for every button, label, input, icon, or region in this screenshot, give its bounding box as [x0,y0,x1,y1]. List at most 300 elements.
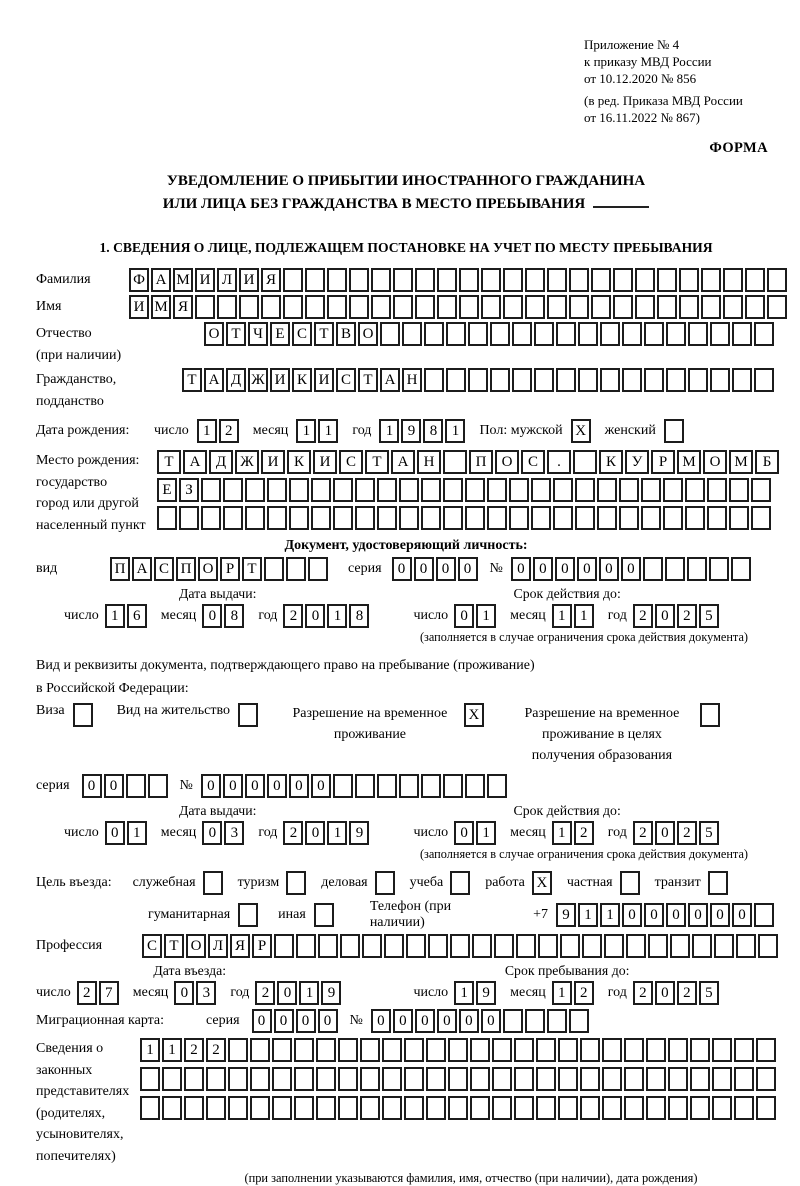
char-cell[interactable] [415,295,435,319]
char-cell[interactable]: С [336,368,356,392]
char-cell[interactable] [140,1067,160,1091]
char-cell[interactable] [424,368,444,392]
char-cell[interactable]: Л [217,268,237,292]
char-cell[interactable]: 1 [296,419,316,443]
char-cell[interactable] [547,295,567,319]
char-cell[interactable] [751,506,771,530]
char-cell[interactable] [289,478,309,502]
char-cell[interactable] [701,295,721,319]
char-cell[interactable]: 8 [349,604,369,628]
char-cell[interactable]: 1 [552,981,572,1005]
char-cell[interactable]: О [198,557,218,581]
char-cell[interactable] [578,368,598,392]
char-cell[interactable]: 0 [277,981,297,1005]
char-cell[interactable]: 0 [393,1009,413,1033]
char-cell[interactable] [729,478,749,502]
char-cell[interactable] [487,774,507,798]
char-cell[interactable]: 1 [127,821,147,845]
char-cell[interactable] [377,774,397,798]
char-cell[interactable] [560,934,580,958]
char-cell[interactable]: 2 [677,981,697,1005]
char-cell[interactable] [443,478,463,502]
char-cell[interactable] [286,557,306,581]
char-cell[interactable] [272,1038,292,1062]
char-cell[interactable]: Ч [248,322,268,346]
char-cell[interactable] [591,268,611,292]
char-cell[interactable] [465,506,485,530]
char-cell[interactable] [602,1067,622,1091]
char-cell[interactable] [223,506,243,530]
char-cell[interactable] [333,774,353,798]
char-cell[interactable] [679,268,699,292]
char-cell[interactable] [201,478,221,502]
char-cell[interactable]: 1 [327,821,347,845]
char-cell[interactable]: 5 [699,821,719,845]
char-cell[interactable] [492,1096,512,1120]
char-cell[interactable] [305,268,325,292]
char-cell[interactable]: Р [252,934,272,958]
char-cell[interactable] [157,506,177,530]
char-cell[interactable] [688,322,708,346]
char-cell[interactable] [619,478,639,502]
char-cell[interactable] [648,934,668,958]
char-cell[interactable] [613,295,633,319]
official-checkbox[interactable] [203,871,223,895]
char-cell[interactable] [604,934,624,958]
char-cell[interactable] [709,557,729,581]
char-cell[interactable] [729,506,749,530]
char-cell[interactable] [525,295,545,319]
char-cell[interactable] [250,1096,270,1120]
char-cell[interactable]: 0 [201,774,221,798]
char-cell[interactable]: С [521,450,545,474]
char-cell[interactable]: Л [208,934,228,958]
char-cell[interactable]: С [292,322,312,346]
char-cell[interactable] [470,1038,490,1062]
temporary-residence-checkbox[interactable]: X [464,703,484,727]
char-cell[interactable] [377,478,397,502]
char-cell[interactable] [360,1096,380,1120]
char-cell[interactable] [443,774,463,798]
char-cell[interactable] [421,774,441,798]
char-cell[interactable]: П [110,557,130,581]
char-cell[interactable]: И [195,268,215,292]
char-cell[interactable]: 2 [633,821,653,845]
char-cell[interactable]: 0 [454,604,474,628]
char-cell[interactable] [349,268,369,292]
char-cell[interactable]: 0 [174,981,194,1005]
char-cell[interactable]: 1 [454,981,474,1005]
char-cell[interactable] [503,1009,523,1033]
char-cell[interactable]: 0 [267,774,287,798]
char-cell[interactable] [415,268,435,292]
char-cell[interactable]: Ж [248,368,268,392]
char-cell[interactable]: 1 [379,419,399,443]
char-cell[interactable] [250,1067,270,1091]
char-cell[interactable]: Т [226,322,246,346]
char-cell[interactable] [685,506,705,530]
char-cell[interactable] [668,1067,688,1091]
char-cell[interactable] [569,295,589,319]
char-cell[interactable]: 0 [599,557,619,581]
char-cell[interactable]: К [292,368,312,392]
char-cell[interactable] [338,1096,358,1120]
char-cell[interactable] [714,934,734,958]
char-cell[interactable]: 1 [445,419,465,443]
char-cell[interactable] [516,934,536,958]
char-cell[interactable] [536,1038,556,1062]
char-cell[interactable] [690,1067,710,1091]
char-cell[interactable] [734,1096,754,1120]
char-cell[interactable] [195,295,215,319]
char-cell[interactable] [371,268,391,292]
char-cell[interactable] [509,506,529,530]
char-cell[interactable] [382,1038,402,1062]
char-cell[interactable] [619,506,639,530]
char-cell[interactable] [468,368,488,392]
char-cell[interactable]: 9 [476,981,496,1005]
char-cell[interactable] [597,506,617,530]
char-cell[interactable]: 0 [311,774,331,798]
char-cell[interactable] [756,1067,776,1091]
char-cell[interactable]: И [261,450,285,474]
char-cell[interactable] [250,1038,270,1062]
char-cell[interactable]: С [339,450,363,474]
char-cell[interactable] [575,478,595,502]
char-cell[interactable] [470,1067,490,1091]
char-cell[interactable] [239,295,259,319]
char-cell[interactable] [380,322,400,346]
char-cell[interactable]: К [599,450,623,474]
char-cell[interactable] [525,268,545,292]
char-cell[interactable]: Д [209,450,233,474]
char-cell[interactable]: Н [417,450,441,474]
char-cell[interactable] [745,268,765,292]
char-cell[interactable]: М [729,450,753,474]
char-cell[interactable] [179,506,199,530]
char-cell[interactable]: Р [220,557,240,581]
char-cell[interactable]: 0 [436,557,456,581]
char-cell[interactable] [751,478,771,502]
char-cell[interactable] [602,1096,622,1120]
char-cell[interactable]: 9 [401,419,421,443]
char-cell[interactable]: А [380,368,400,392]
char-cell[interactable]: Т [314,322,334,346]
char-cell[interactable] [421,478,441,502]
char-cell[interactable]: 0 [252,1009,272,1033]
char-cell[interactable]: А [391,450,415,474]
char-cell[interactable] [459,268,479,292]
char-cell[interactable] [531,478,551,502]
char-cell[interactable]: 1 [476,604,496,628]
char-cell[interactable]: Т [365,450,389,474]
char-cell[interactable]: И [314,368,334,392]
char-cell[interactable] [536,1067,556,1091]
char-cell[interactable] [316,1038,336,1062]
char-cell[interactable] [294,1096,314,1120]
char-cell[interactable] [688,368,708,392]
char-cell[interactable]: 1 [476,821,496,845]
char-cell[interactable] [446,368,466,392]
char-cell[interactable]: 5 [699,604,719,628]
char-cell[interactable] [512,368,532,392]
char-cell[interactable] [657,295,677,319]
char-cell[interactable] [404,1096,424,1120]
char-cell[interactable] [679,295,699,319]
char-cell[interactable] [580,1096,600,1120]
char-cell[interactable]: 0 [655,604,675,628]
char-cell[interactable] [481,295,501,319]
char-cell[interactable] [338,1038,358,1062]
char-cell[interactable]: 9 [321,981,341,1005]
char-cell[interactable] [294,1038,314,1062]
char-cell[interactable]: 0 [305,604,325,628]
char-cell[interactable] [426,1038,446,1062]
char-cell[interactable] [487,478,507,502]
char-cell[interactable] [657,268,677,292]
char-cell[interactable]: 0 [655,981,675,1005]
char-cell[interactable] [140,1096,160,1120]
visa-checkbox[interactable] [73,703,93,727]
char-cell[interactable] [536,1096,556,1120]
char-cell[interactable] [283,295,303,319]
char-cell[interactable] [582,934,602,958]
char-cell[interactable] [723,295,743,319]
char-cell[interactable]: 6 [127,604,147,628]
char-cell[interactable] [316,1067,336,1091]
char-cell[interactable]: Т [182,368,202,392]
char-cell[interactable] [622,368,642,392]
char-cell[interactable] [448,1067,468,1091]
char-cell[interactable] [437,295,457,319]
char-cell[interactable]: А [183,450,207,474]
char-cell[interactable]: 1 [552,604,572,628]
char-cell[interactable] [362,934,382,958]
char-cell[interactable] [692,934,712,958]
char-cell[interactable]: Б [755,450,779,474]
char-cell[interactable]: 0 [458,557,478,581]
char-cell[interactable] [573,450,597,474]
char-cell[interactable]: 1 [574,604,594,628]
char-cell[interactable] [382,1096,402,1120]
char-cell[interactable] [450,934,470,958]
char-cell[interactable] [556,322,576,346]
char-cell[interactable] [327,295,347,319]
char-cell[interactable] [404,1038,424,1062]
char-cell[interactable] [514,1096,534,1120]
char-cell[interactable] [624,1067,644,1091]
char-cell[interactable]: 2 [677,604,697,628]
char-cell[interactable] [556,368,576,392]
char-cell[interactable]: Я [173,295,193,319]
char-cell[interactable]: . [547,450,571,474]
char-cell[interactable] [338,1067,358,1091]
char-cell[interactable] [355,506,375,530]
char-cell[interactable]: 0 [710,903,730,927]
char-cell[interactable] [468,322,488,346]
char-cell[interactable] [490,368,510,392]
char-cell[interactable]: З [179,478,199,502]
char-cell[interactable]: Н [402,368,422,392]
char-cell[interactable] [531,506,551,530]
work-checkbox[interactable]: X [532,871,552,895]
char-cell[interactable]: 2 [633,981,653,1005]
char-cell[interactable]: 0 [533,557,553,581]
char-cell[interactable] [382,1067,402,1091]
char-cell[interactable]: 2 [677,821,697,845]
char-cell[interactable]: И [239,268,259,292]
char-cell[interactable] [492,1038,512,1062]
char-cell[interactable] [754,368,774,392]
char-cell[interactable]: 0 [245,774,265,798]
char-cell[interactable] [736,934,756,958]
char-cell[interactable]: 2 [574,981,594,1005]
business-checkbox[interactable] [375,871,395,895]
char-cell[interactable]: 0 [481,1009,501,1033]
char-cell[interactable] [732,322,752,346]
char-cell[interactable] [558,1096,578,1120]
char-cell[interactable] [267,506,287,530]
char-cell[interactable]: 0 [104,774,124,798]
char-cell[interactable]: 1 [327,604,347,628]
char-cell[interactable] [754,903,774,927]
char-cell[interactable] [575,506,595,530]
char-cell[interactable] [514,1067,534,1091]
char-cell[interactable] [228,1096,248,1120]
char-cell[interactable] [646,1038,666,1062]
char-cell[interactable] [428,934,448,958]
char-cell[interactable] [712,1067,732,1091]
char-cell[interactable] [421,506,441,530]
char-cell[interactable]: П [176,557,196,581]
char-cell[interactable]: М [173,268,193,292]
char-cell[interactable] [756,1096,776,1120]
char-cell[interactable]: 0 [296,1009,316,1033]
char-cell[interactable]: 8 [224,604,244,628]
char-cell[interactable] [465,774,485,798]
residence-permit-checkbox[interactable] [238,703,258,727]
char-cell[interactable] [217,295,237,319]
char-cell[interactable] [578,322,598,346]
tourism-checkbox[interactable] [286,871,306,895]
char-cell[interactable]: П [469,450,493,474]
char-cell[interactable] [443,450,467,474]
char-cell[interactable] [384,934,404,958]
char-cell[interactable] [305,295,325,319]
char-cell[interactable] [446,322,466,346]
char-cell[interactable]: Е [270,322,290,346]
char-cell[interactable] [602,1038,622,1062]
char-cell[interactable] [294,1067,314,1091]
char-cell[interactable] [472,934,492,958]
char-cell[interactable]: 0 [511,557,531,581]
char-cell[interactable] [424,322,444,346]
char-cell[interactable]: О [703,450,727,474]
char-cell[interactable] [283,268,303,292]
char-cell[interactable]: 9 [556,903,576,927]
char-cell[interactable]: 0 [289,774,309,798]
humanitarian-checkbox[interactable] [238,903,258,927]
char-cell[interactable] [665,557,685,581]
char-cell[interactable] [443,506,463,530]
char-cell[interactable] [666,322,686,346]
char-cell[interactable] [668,1096,688,1120]
char-cell[interactable] [308,557,328,581]
char-cell[interactable] [580,1038,600,1062]
char-cell[interactable]: А [132,557,152,581]
char-cell[interactable] [663,506,683,530]
char-cell[interactable] [558,1038,578,1062]
char-cell[interactable]: 0 [105,821,125,845]
char-cell[interactable] [333,478,353,502]
char-cell[interactable] [245,478,265,502]
char-cell[interactable] [731,557,751,581]
char-cell[interactable] [600,368,620,392]
char-cell[interactable]: 0 [305,821,325,845]
char-cell[interactable] [641,506,661,530]
char-cell[interactable] [371,295,391,319]
char-cell[interactable]: О [358,322,378,346]
char-cell[interactable] [487,506,507,530]
char-cell[interactable]: 0 [202,604,222,628]
char-cell[interactable] [465,478,485,502]
char-cell[interactable] [538,934,558,958]
char-cell[interactable] [734,1038,754,1062]
char-cell[interactable]: Т [358,368,378,392]
char-cell[interactable]: 0 [459,1009,479,1033]
char-cell[interactable]: Е [157,478,177,502]
char-cell[interactable] [402,322,422,346]
char-cell[interactable] [707,506,727,530]
char-cell[interactable] [406,934,426,958]
char-cell[interactable]: У [625,450,649,474]
char-cell[interactable] [666,368,686,392]
char-cell[interactable]: 0 [732,903,752,927]
private-checkbox[interactable] [620,871,640,895]
char-cell[interactable]: 1 [600,903,620,927]
char-cell[interactable] [668,1038,688,1062]
char-cell[interactable] [707,478,727,502]
char-cell[interactable] [426,1096,446,1120]
char-cell[interactable]: 0 [415,1009,435,1033]
char-cell[interactable] [646,1067,666,1091]
char-cell[interactable] [670,934,690,958]
char-cell[interactable] [311,506,331,530]
char-cell[interactable] [626,934,646,958]
char-cell[interactable] [534,322,554,346]
char-cell[interactable]: 0 [202,821,222,845]
char-cell[interactable]: С [154,557,174,581]
char-cell[interactable] [399,774,419,798]
char-cell[interactable] [340,934,360,958]
char-cell[interactable]: 0 [577,557,597,581]
char-cell[interactable] [492,1067,512,1091]
char-cell[interactable] [756,1038,776,1062]
char-cell[interactable] [289,506,309,530]
char-cell[interactable] [553,506,573,530]
char-cell[interactable]: 0 [274,1009,294,1033]
sex-female-checkbox[interactable] [664,419,684,443]
char-cell[interactable] [274,934,294,958]
char-cell[interactable] [503,295,523,319]
char-cell[interactable] [613,268,633,292]
char-cell[interactable]: 2 [574,821,594,845]
char-cell[interactable]: 5 [699,981,719,1005]
char-cell[interactable] [758,934,778,958]
char-cell[interactable] [267,478,287,502]
char-cell[interactable]: 7 [99,981,119,1005]
char-cell[interactable]: Д [226,368,246,392]
